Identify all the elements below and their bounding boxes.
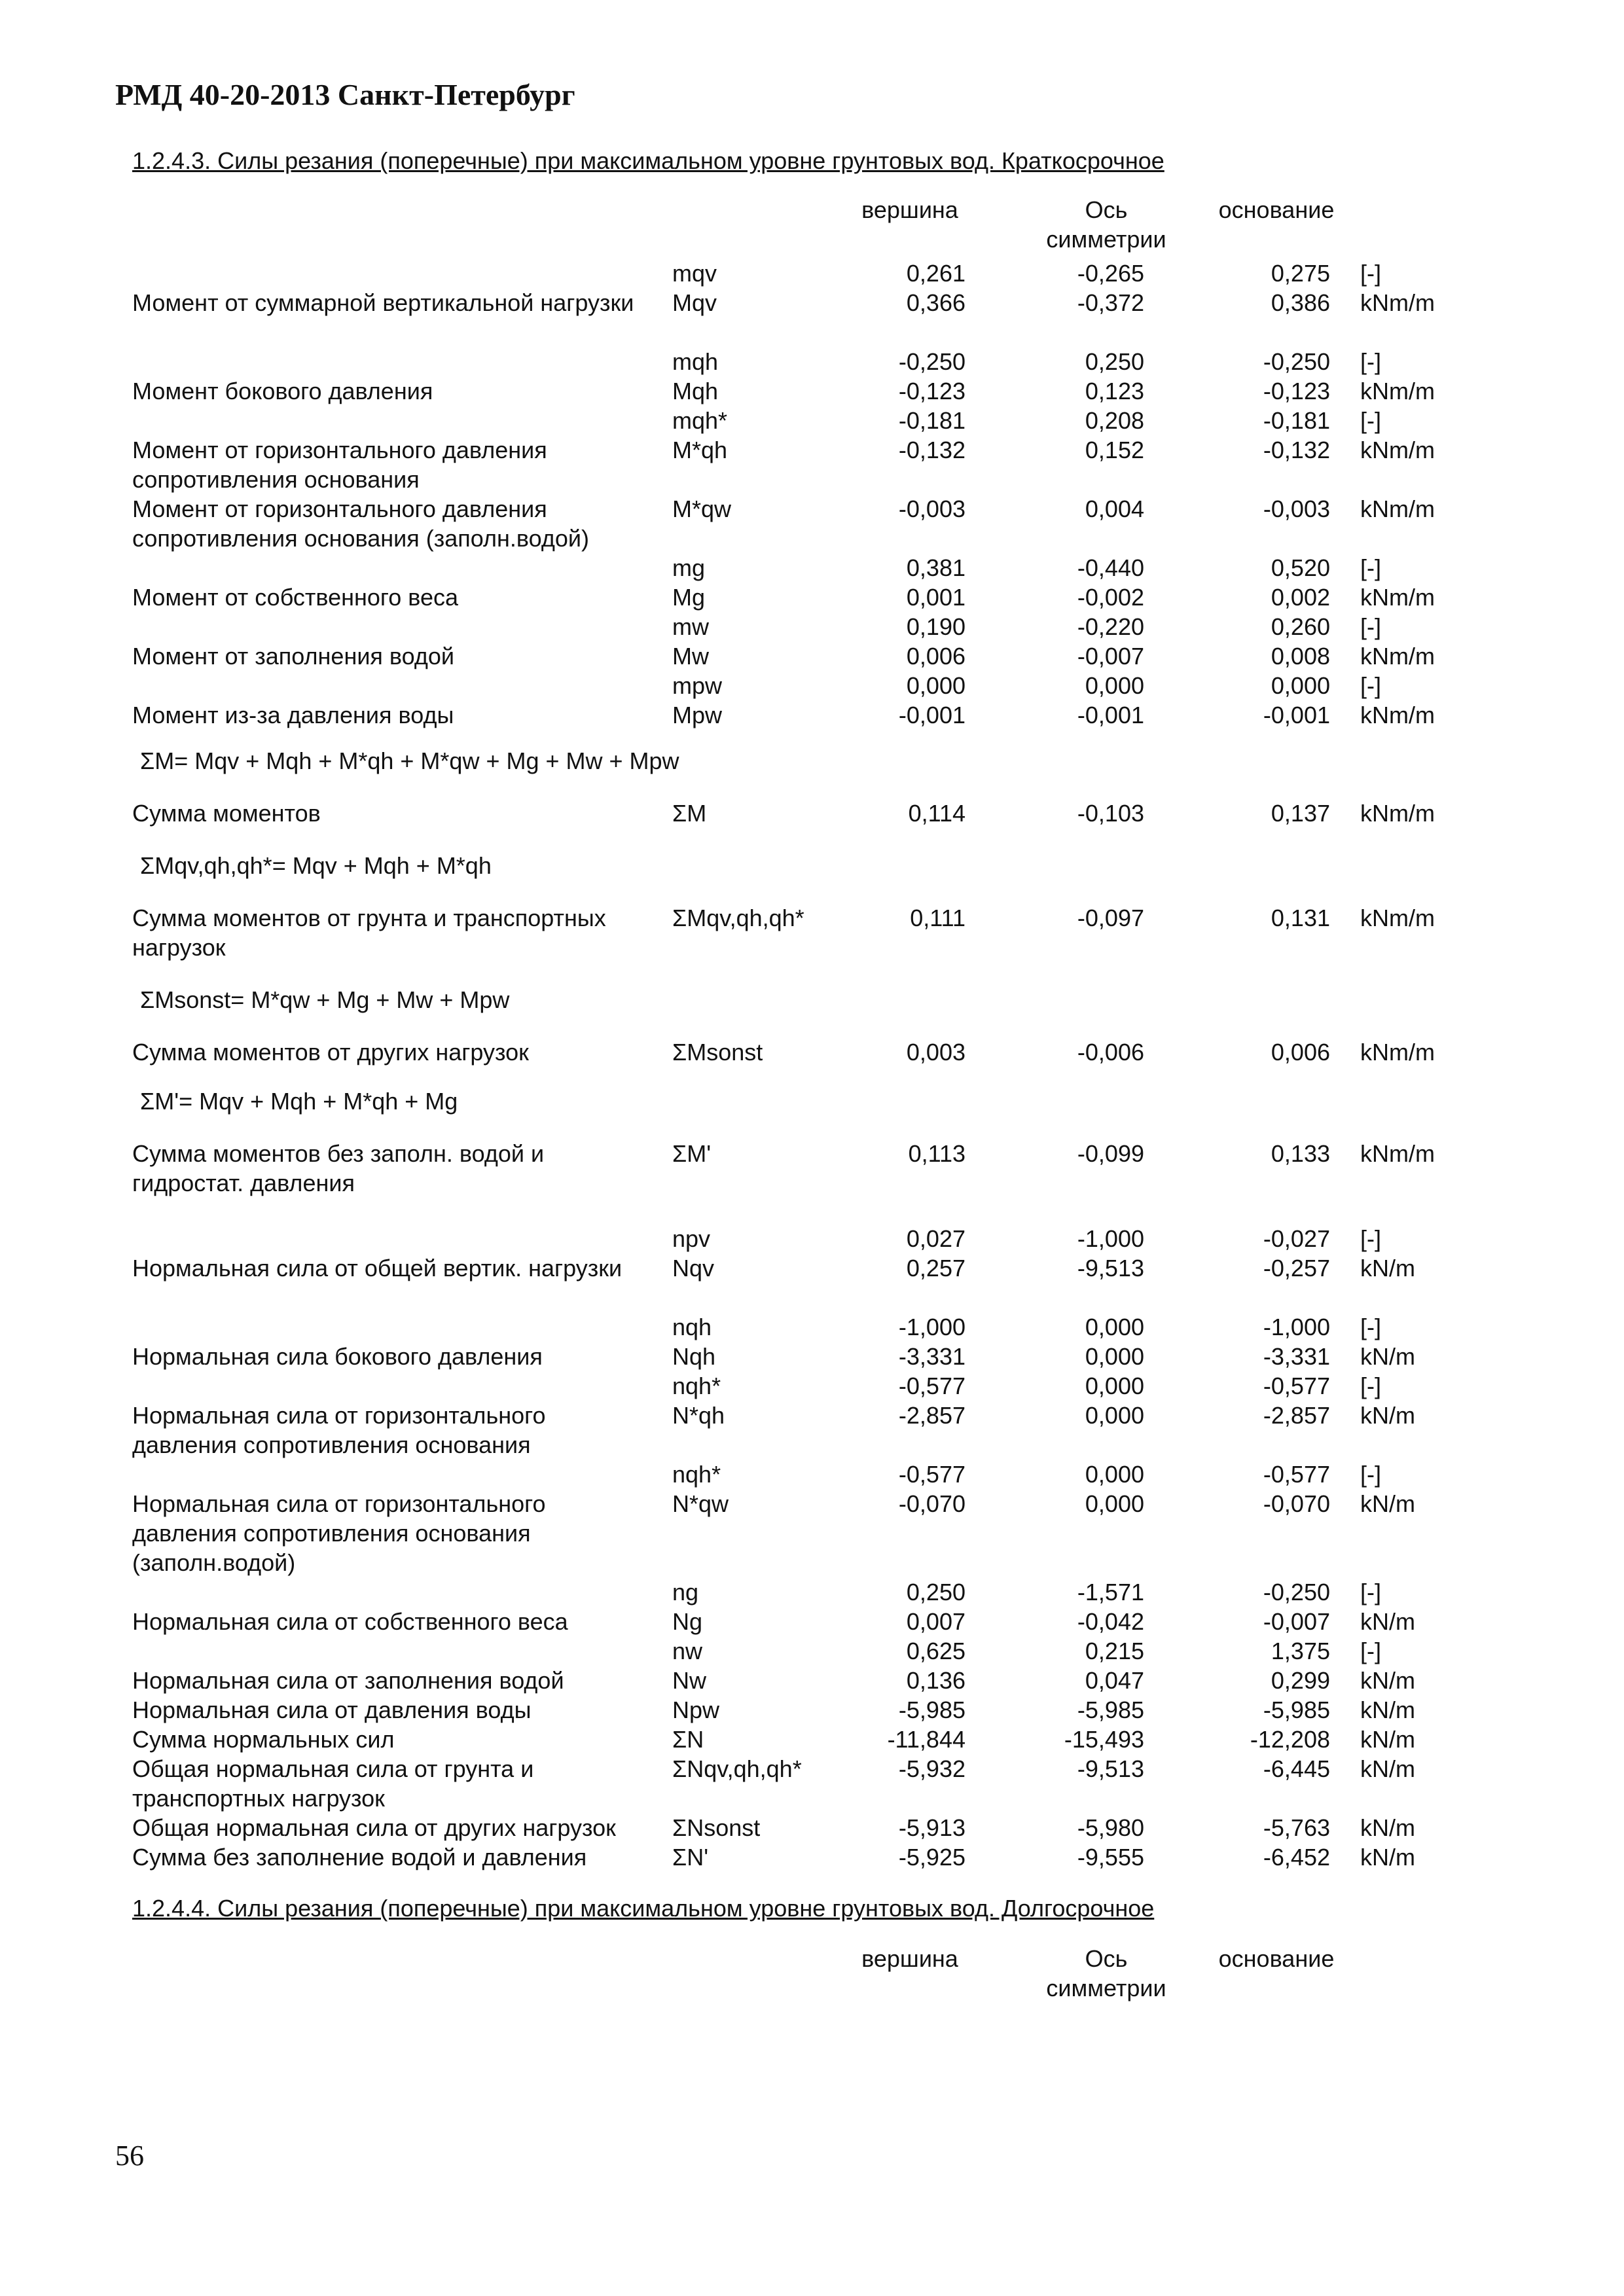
value-axis: -9,513: [1077, 1255, 1144, 1282]
value-base: -0,577: [1263, 1461, 1330, 1488]
row-unit: kNm/m: [1360, 289, 1435, 316]
value-base: 0,133: [1271, 1140, 1330, 1167]
row-symbol: mqv: [672, 260, 717, 287]
row-unit: kNm/m: [1360, 800, 1435, 827]
row-symbol: Nqv: [672, 1255, 715, 1282]
row-symbol: ΣNsonst: [672, 1814, 761, 1841]
row-description: Нормальная сила бокового давления: [132, 1343, 543, 1370]
row-description: Момент от суммарной вертикальной нагрузки: [132, 289, 634, 316]
value-axis: 0,000: [1085, 672, 1144, 699]
value-axis: 0,004: [1085, 495, 1144, 522]
column-header-top: вершина: [861, 196, 958, 223]
row-unit: kN/m: [1360, 1608, 1415, 1635]
value-axis: -0,440: [1077, 554, 1144, 581]
formula-line: ΣM'= Mqv + Mqh + M*qh + Mg: [140, 1088, 458, 1115]
value-base: -0,181: [1263, 407, 1330, 434]
value-top: 0,027: [906, 1225, 965, 1252]
row-description: Момент от горизонтального давления сопротивления основания: [132, 437, 547, 493]
row-unit: kN/m: [1360, 1755, 1415, 1782]
value-base: 0,006: [1271, 1039, 1330, 1066]
value-axis: 0,000: [1085, 1461, 1144, 1488]
value-axis: -0,220: [1077, 613, 1144, 640]
row-symbol: Mw: [672, 643, 709, 670]
value-axis: -5,985: [1077, 1696, 1144, 1723]
value-base: -0,257: [1263, 1255, 1330, 1282]
value-axis: -0,042: [1077, 1608, 1144, 1635]
row-description: Нормальная сила от общей вертик. нагрузки: [132, 1255, 623, 1282]
row-symbol: Mg: [672, 584, 706, 611]
value-axis: -0,097: [1077, 905, 1144, 931]
value-top: 0,257: [906, 1255, 965, 1282]
row-unit: kNm/m: [1360, 584, 1435, 611]
value-base: 0,386: [1271, 289, 1330, 316]
row-unit: [-]: [1360, 613, 1381, 640]
row-unit: [-]: [1360, 1461, 1381, 1488]
row-unit: kNm/m: [1360, 643, 1435, 670]
column-header-base-2: основание: [1218, 1945, 1335, 1972]
value-base: -0,070: [1263, 1490, 1330, 1517]
value-base: 0,131: [1271, 905, 1330, 931]
value-base: -0,132: [1263, 437, 1330, 463]
row-unit: [-]: [1360, 260, 1381, 287]
value-axis: -9,555: [1077, 1844, 1144, 1871]
value-top: 0,136: [906, 1667, 965, 1694]
row-symbol: mpw: [672, 672, 723, 699]
row-description: Общая нормальная сила от других нагрузок: [132, 1814, 616, 1841]
value-axis: -0,372: [1077, 289, 1144, 316]
row-symbol: nqh*: [672, 1461, 721, 1488]
value-axis: 0,215: [1085, 1638, 1144, 1664]
row-symbol: Ng: [672, 1608, 703, 1635]
page-number: 56: [115, 2140, 144, 2172]
value-axis: -0,099: [1077, 1140, 1144, 1167]
row-symbol: mqh: [672, 348, 719, 375]
row-symbol: Mqv: [672, 289, 717, 316]
value-base: 0,299: [1271, 1667, 1330, 1694]
row-symbol: ΣM': [672, 1140, 712, 1167]
value-top: -0,181: [898, 407, 965, 434]
row-description: Нормальная сила от горизонтального давления сопротивления основания (заполн.водой): [132, 1490, 546, 1576]
value-axis: -5,980: [1077, 1814, 1144, 1841]
value-axis: -15,493: [1064, 1726, 1144, 1753]
value-base: 0,260: [1271, 613, 1330, 640]
value-top: -1,000: [898, 1314, 965, 1340]
row-symbol: ΣNqv,qh,qh*: [672, 1755, 802, 1782]
value-axis: 0,047: [1085, 1667, 1144, 1694]
value-top: -0,577: [898, 1372, 965, 1399]
value-top: 0,114: [908, 800, 965, 827]
row-symbol: nqh: [672, 1314, 712, 1340]
column-header-axis: Ось симметрии: [1046, 196, 1166, 253]
row-unit: kNm/m: [1360, 378, 1435, 404]
row-description: Сумма моментов без заполн. водой и гидростат. давления: [132, 1140, 545, 1196]
value-axis: -9,513: [1077, 1755, 1144, 1782]
row-unit: kN/m: [1360, 1726, 1415, 1753]
value-top: 0,366: [906, 289, 965, 316]
row-symbol: mqh*: [672, 407, 728, 434]
value-top: -5,913: [898, 1814, 965, 1841]
value-base: -0,123: [1263, 378, 1330, 404]
document-title: РМД 40-20-2013 Санкт-Петербург: [115, 78, 575, 111]
value-base: -0,250: [1263, 1579, 1330, 1605]
value-base: 1,375: [1271, 1638, 1330, 1664]
row-symbol: Nqh: [672, 1343, 716, 1370]
row-symbol: N*qh: [672, 1402, 725, 1429]
value-top: 0,190: [906, 613, 965, 640]
value-base: 0,137: [1271, 800, 1330, 827]
row-description: Сумма без заполнение водой и давления: [132, 1844, 587, 1871]
value-top: -0,577: [898, 1461, 965, 1488]
column-header-axis-2: Ось симметрии: [1046, 1945, 1166, 2001]
section-title-long-term: 1.2.4.4. Силы резания (поперечные) при максимальном уровне грунтовых вод. Долгосрочное: [132, 1895, 1155, 1922]
value-axis: 0,208: [1085, 407, 1144, 434]
value-base: -12,208: [1250, 1726, 1330, 1753]
value-base: -6,445: [1263, 1755, 1330, 1782]
value-top: -5,932: [898, 1755, 965, 1782]
section-title-short-term: 1.2.4.3. Силы резания (поперечные) при максимальном уровне грунтовых вод. Краткосрочное: [132, 147, 1164, 174]
value-axis: -1,571: [1077, 1579, 1144, 1605]
value-base: -0,001: [1263, 702, 1330, 728]
value-base: -0,027: [1263, 1225, 1330, 1252]
value-top: -2,857: [898, 1402, 965, 1429]
row-symbol: M*qw: [672, 495, 732, 522]
value-top: -0,250: [898, 348, 965, 375]
value-top: 0,003: [906, 1039, 965, 1066]
value-base: -3,331: [1263, 1343, 1330, 1370]
value-top: -3,331: [898, 1343, 965, 1370]
value-base: -5,763: [1263, 1814, 1330, 1841]
row-unit: kNm/m: [1360, 702, 1435, 728]
value-top: -11,844: [887, 1726, 965, 1753]
row-unit: kN/m: [1360, 1696, 1415, 1723]
row-symbol: nqh*: [672, 1372, 721, 1399]
row-symbol: mg: [672, 554, 706, 581]
value-base: 0,275: [1271, 260, 1330, 287]
row-symbol: Nw: [672, 1667, 706, 1694]
value-top: 0,111: [910, 905, 965, 931]
value-top: 0,001: [906, 584, 965, 611]
row-description: Момент от заполнения водой: [132, 643, 455, 670]
row-description: Нормальная сила от горизонтального давления сопротивления основания: [132, 1402, 546, 1458]
row-symbol: Mqh: [672, 378, 719, 404]
row-unit: kN/m: [1360, 1844, 1415, 1871]
row-unit: [-]: [1360, 554, 1381, 581]
value-axis: 0,123: [1085, 378, 1144, 404]
row-symbol: M*qh: [672, 437, 728, 463]
row-unit: [-]: [1360, 1314, 1381, 1340]
value-top: -5,985: [898, 1696, 965, 1723]
row-description: Сумма моментов от грунта и транспортных нагрузок: [132, 905, 606, 961]
row-unit: [-]: [1360, 1372, 1381, 1399]
row-unit: kN/m: [1360, 1814, 1415, 1841]
value-base: 0,002: [1271, 584, 1330, 611]
value-top: 0,381: [906, 554, 965, 581]
row-description: Момент из-за давления воды: [132, 702, 454, 728]
column-header-top-2: вершина: [861, 1945, 958, 1972]
value-axis: -0,002: [1077, 584, 1144, 611]
value-base: -2,857: [1263, 1402, 1330, 1429]
value-axis: 0,000: [1085, 1343, 1144, 1370]
value-base: 0,008: [1271, 643, 1330, 670]
row-symbol: Npw: [672, 1696, 720, 1723]
value-top: -0,001: [898, 702, 965, 728]
value-axis: -0,006: [1077, 1039, 1144, 1066]
row-unit: kNm/m: [1360, 437, 1435, 463]
value-top: -0,070: [898, 1490, 965, 1517]
row-unit: kN/m: [1360, 1490, 1415, 1517]
row-symbol: ng: [672, 1579, 699, 1605]
value-top: 0,007: [906, 1608, 965, 1635]
value-top: -5,925: [898, 1844, 965, 1871]
value-top: -0,132: [898, 437, 965, 463]
row-unit: [-]: [1360, 1638, 1381, 1664]
value-axis: 0,250: [1085, 348, 1144, 375]
row-unit: kN/m: [1360, 1402, 1415, 1429]
value-axis: -0,265: [1077, 260, 1144, 287]
row-unit: kNm/m: [1360, 1140, 1435, 1167]
row-description: Нормальная сила от давления воды: [132, 1696, 532, 1723]
row-unit: kNm/m: [1360, 495, 1435, 522]
row-symbol: ΣMsonst: [672, 1039, 763, 1066]
row-description: Сумма моментов: [132, 800, 321, 827]
value-axis: 0,152: [1085, 437, 1144, 463]
value-top: 0,250: [906, 1579, 965, 1605]
row-symbol: nw: [672, 1638, 703, 1664]
row-description: Момент от горизонтального давления сопротивления основания (заполн.водой): [132, 495, 589, 552]
value-axis: 0,000: [1085, 1314, 1144, 1340]
value-top: 0,625: [906, 1638, 965, 1664]
value-base: 0,000: [1271, 672, 1330, 699]
row-symbol: N*qw: [672, 1490, 729, 1517]
row-description: Момент бокового давления: [132, 378, 433, 404]
value-axis: 0,000: [1085, 1402, 1144, 1429]
value-axis: -0,103: [1077, 800, 1144, 827]
value-base: -0,250: [1263, 348, 1330, 375]
row-unit: [-]: [1360, 348, 1381, 375]
row-symbol: ΣM: [672, 800, 707, 827]
formula-line: ΣMqv,qh,qh*= Mqv + Mqh + M*qh: [140, 852, 492, 879]
formula-line: ΣMsonst= M*qw + Mg + Mw + Mpw: [140, 986, 510, 1013]
value-top: 0,000: [906, 672, 965, 699]
row-unit: kN/m: [1360, 1667, 1415, 1694]
value-axis: -0,007: [1077, 643, 1144, 670]
formula-line: ΣM= Mqv + Mqh + M*qh + M*qw + Mg + Mw + Mpw: [140, 747, 679, 774]
value-top: -0,003: [898, 495, 965, 522]
row-description: Сумма моментов от других нагрузок: [132, 1039, 529, 1066]
value-top: -0,123: [898, 378, 965, 404]
value-base: -0,577: [1263, 1372, 1330, 1399]
row-unit: [-]: [1360, 407, 1381, 434]
row-description: Нормальная сила от заполнения водой: [132, 1667, 564, 1694]
row-symbol: ΣN': [672, 1844, 709, 1871]
value-axis: 0,000: [1085, 1372, 1144, 1399]
value-base: -0,007: [1263, 1608, 1330, 1635]
value-axis: 0,000: [1085, 1490, 1144, 1517]
value-axis: -1,000: [1077, 1225, 1144, 1252]
value-top: 0,113: [908, 1140, 965, 1167]
row-unit: [-]: [1360, 1225, 1381, 1252]
row-unit: [-]: [1360, 1579, 1381, 1605]
row-symbol: npv: [672, 1225, 711, 1252]
row-unit: kN/m: [1360, 1255, 1415, 1282]
row-symbol: mw: [672, 613, 709, 640]
value-base: 0,520: [1271, 554, 1330, 581]
row-unit: kNm/m: [1360, 905, 1435, 931]
value-axis: -0,001: [1077, 702, 1144, 728]
row-description: Нормальная сила от собственного веса: [132, 1608, 568, 1635]
row-description: Момент от собственного веса: [132, 584, 459, 611]
row-symbol: ΣN: [672, 1726, 704, 1753]
value-base: -5,985: [1263, 1696, 1330, 1723]
value-base: -6,452: [1263, 1844, 1330, 1871]
row-description: Общая нормальная сила от грунта и транспортных нагрузок: [132, 1755, 534, 1812]
value-base: -0,003: [1263, 495, 1330, 522]
row-unit: kN/m: [1360, 1343, 1415, 1370]
row-symbol: ΣMqv,qh,qh*: [672, 905, 804, 931]
row-unit: [-]: [1360, 672, 1381, 699]
row-unit: kNm/m: [1360, 1039, 1435, 1066]
row-symbol: Mpw: [672, 702, 723, 728]
value-top: 0,261: [906, 260, 965, 287]
row-description: Сумма нормальных сил: [132, 1726, 395, 1753]
column-header-base: основание: [1218, 196, 1335, 223]
value-base: -1,000: [1263, 1314, 1330, 1340]
value-top: 0,006: [906, 643, 965, 670]
